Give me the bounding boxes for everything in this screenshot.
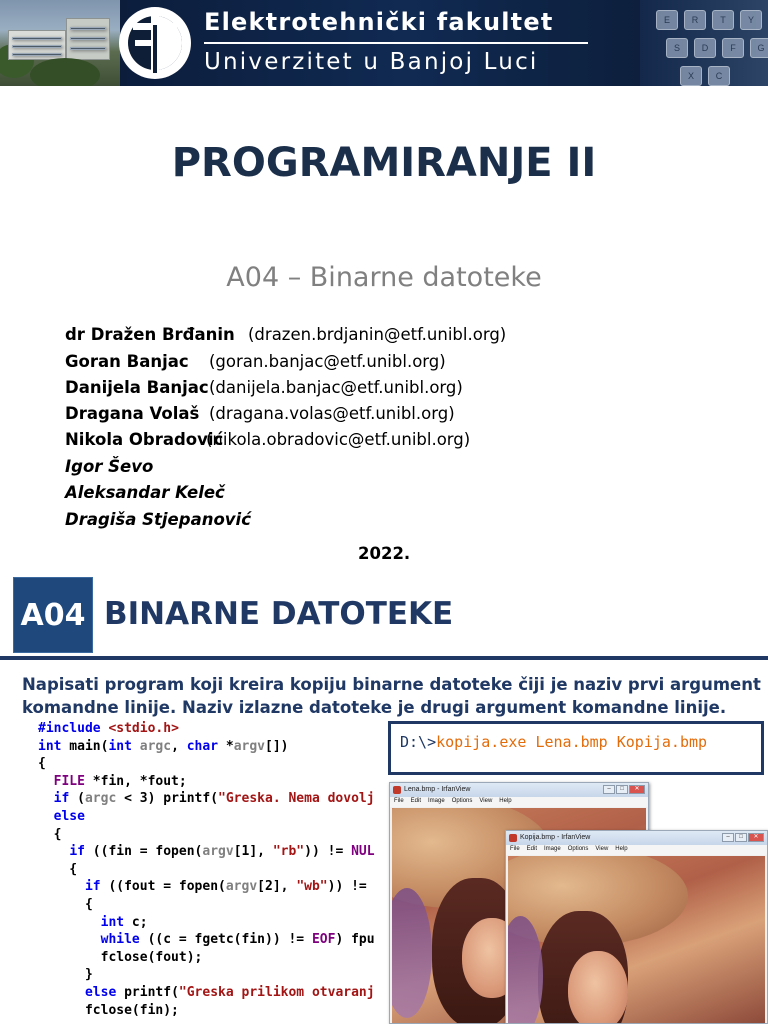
author-row — [65, 325, 235, 344]
menu-options[interactable]: Options — [567, 846, 589, 852]
window-title-bar — [390, 783, 648, 797]
code-line: int main(int argc, char *argv[]) — [38, 738, 289, 754]
minimize-icon[interactable]: – — [603, 785, 615, 794]
code-listing — [38, 720, 375, 1019]
faculty-banner — [0, 0, 768, 86]
window-menu-bar — [506, 845, 767, 855]
university-name: Univerzitet u Banjoj Luci — [204, 49, 539, 75]
author-name: Goran Banjac — [65, 352, 189, 371]
irfanview-app-icon — [393, 786, 401, 794]
window-title: Lena.bmp - IrfanView — [404, 786, 471, 793]
author-email: (dragana.volas@etf.unibl.org) — [209, 404, 455, 423]
irfanview-window-kopija — [505, 830, 768, 1024]
author-email: (drazen.brdjanin@etf.unibl.org) — [248, 325, 507, 344]
author-email: (nikola.obradovic@etf.unibl.org) — [206, 430, 471, 449]
code-line: int c; — [100, 914, 148, 930]
keyboard-photo: E R T Y S D F G X C — [640, 0, 768, 86]
author-name: Nikola Obradović — [65, 430, 224, 449]
minimize-icon[interactable]: – — [722, 833, 734, 842]
command-prompt: D:\> — [400, 733, 437, 751]
close-icon[interactable]: ✕ — [748, 833, 764, 842]
window-menu-bar — [390, 797, 648, 807]
code-line: else printf("Greska prilikom otvaranj — [84, 984, 375, 1000]
section-title: BINARNE DATOTEKE — [104, 596, 454, 632]
author-row — [65, 378, 209, 397]
author-name: Danijela Banjac — [65, 378, 209, 397]
menu-file[interactable]: File — [510, 846, 520, 852]
code-line: } — [38, 967, 93, 983]
year-label: 2022. — [358, 544, 411, 563]
code-line: { — [38, 896, 93, 912]
maximize-icon[interactable]: □ — [735, 833, 747, 842]
code-line: { — [38, 826, 62, 842]
task-description: Napisati program koji kreira kopiju binarne datoteke čiji je naziv prvi argument komandne linije. Naziv izlazne datoteke je drugi argument komandne linije. — [22, 675, 761, 717]
code-line: FILE *fin, *fout; — [53, 773, 187, 789]
menu-options[interactable]: Options — [451, 798, 473, 804]
course-title: PROGRAMIRANJE II — [171, 140, 597, 186]
lecture-subtitle: A04 – Binarne datoteke — [226, 262, 542, 293]
section-divider — [0, 656, 768, 660]
lena-copy-image — [508, 856, 765, 1023]
close-icon[interactable]: ✕ — [629, 785, 645, 794]
menu-view[interactable]: View — [479, 798, 493, 804]
window-title-bar — [506, 831, 767, 845]
menu-edit[interactable]: Edit — [410, 798, 422, 804]
code-line: fclose(fout); — [38, 949, 203, 965]
author-row — [65, 483, 225, 502]
irfanview-app-icon — [509, 834, 517, 842]
author-name: Dragiša Stjepanović — [65, 510, 251, 529]
etf-logo-icon — [115, 3, 195, 83]
author-name: Igor Ševo — [65, 457, 154, 476]
author-row — [65, 404, 199, 423]
code-line: while ((c = fgetc(fin)) != EOF) fpu — [100, 932, 375, 948]
author-name: dr Dražen Brđanin — [65, 325, 235, 344]
menu-help[interactable]: Help — [615, 846, 628, 852]
maximize-icon[interactable]: □ — [616, 785, 628, 794]
menu-file[interactable]: File — [394, 798, 404, 804]
code-line: if (argc < 3) printf("Greska. Nema dovolj — [53, 791, 375, 807]
code-line: else — [53, 808, 85, 824]
author-row — [65, 457, 153, 476]
menu-image[interactable]: Image — [544, 846, 561, 852]
author-row — [65, 430, 223, 449]
author-name: Dragana Volaš — [65, 404, 200, 423]
code-line: { — [38, 861, 78, 877]
section-number-badge: A04 — [13, 577, 93, 653]
author-email: (danijela.banjac@etf.unibl.org) — [209, 378, 463, 397]
content-slide — [0, 570, 768, 1024]
building-photo — [0, 0, 120, 86]
command-text: kopija.exe Lena.bmp Kopija.bmp — [436, 733, 708, 751]
code-line: if ((fin = fopen(argv[1], "rb")) != NUL — [69, 844, 375, 860]
menu-help[interactable]: Help — [499, 798, 512, 804]
author-row — [65, 352, 189, 371]
code-line: { — [38, 756, 46, 772]
menu-edit[interactable]: Edit — [526, 846, 538, 852]
banner-divider — [204, 42, 588, 44]
author-name: Aleksandar Keleč — [65, 483, 225, 502]
author-email: (goran.banjac@etf.unibl.org) — [209, 352, 446, 371]
author-row — [65, 510, 251, 529]
code-line: fclose(fin); — [38, 1002, 179, 1018]
menu-image[interactable]: Image — [428, 798, 445, 804]
faculty-name: Elektrotehnički fakultet — [204, 8, 554, 36]
menu-view[interactable]: View — [595, 846, 609, 852]
code-line: #include <stdio.h> — [38, 721, 179, 736]
command-line-box — [388, 721, 764, 775]
window-title: Kopija.bmp - IrfanView — [520, 834, 591, 841]
code-line: if ((fout = fopen(argv[2], "wb")) != — [84, 879, 367, 895]
